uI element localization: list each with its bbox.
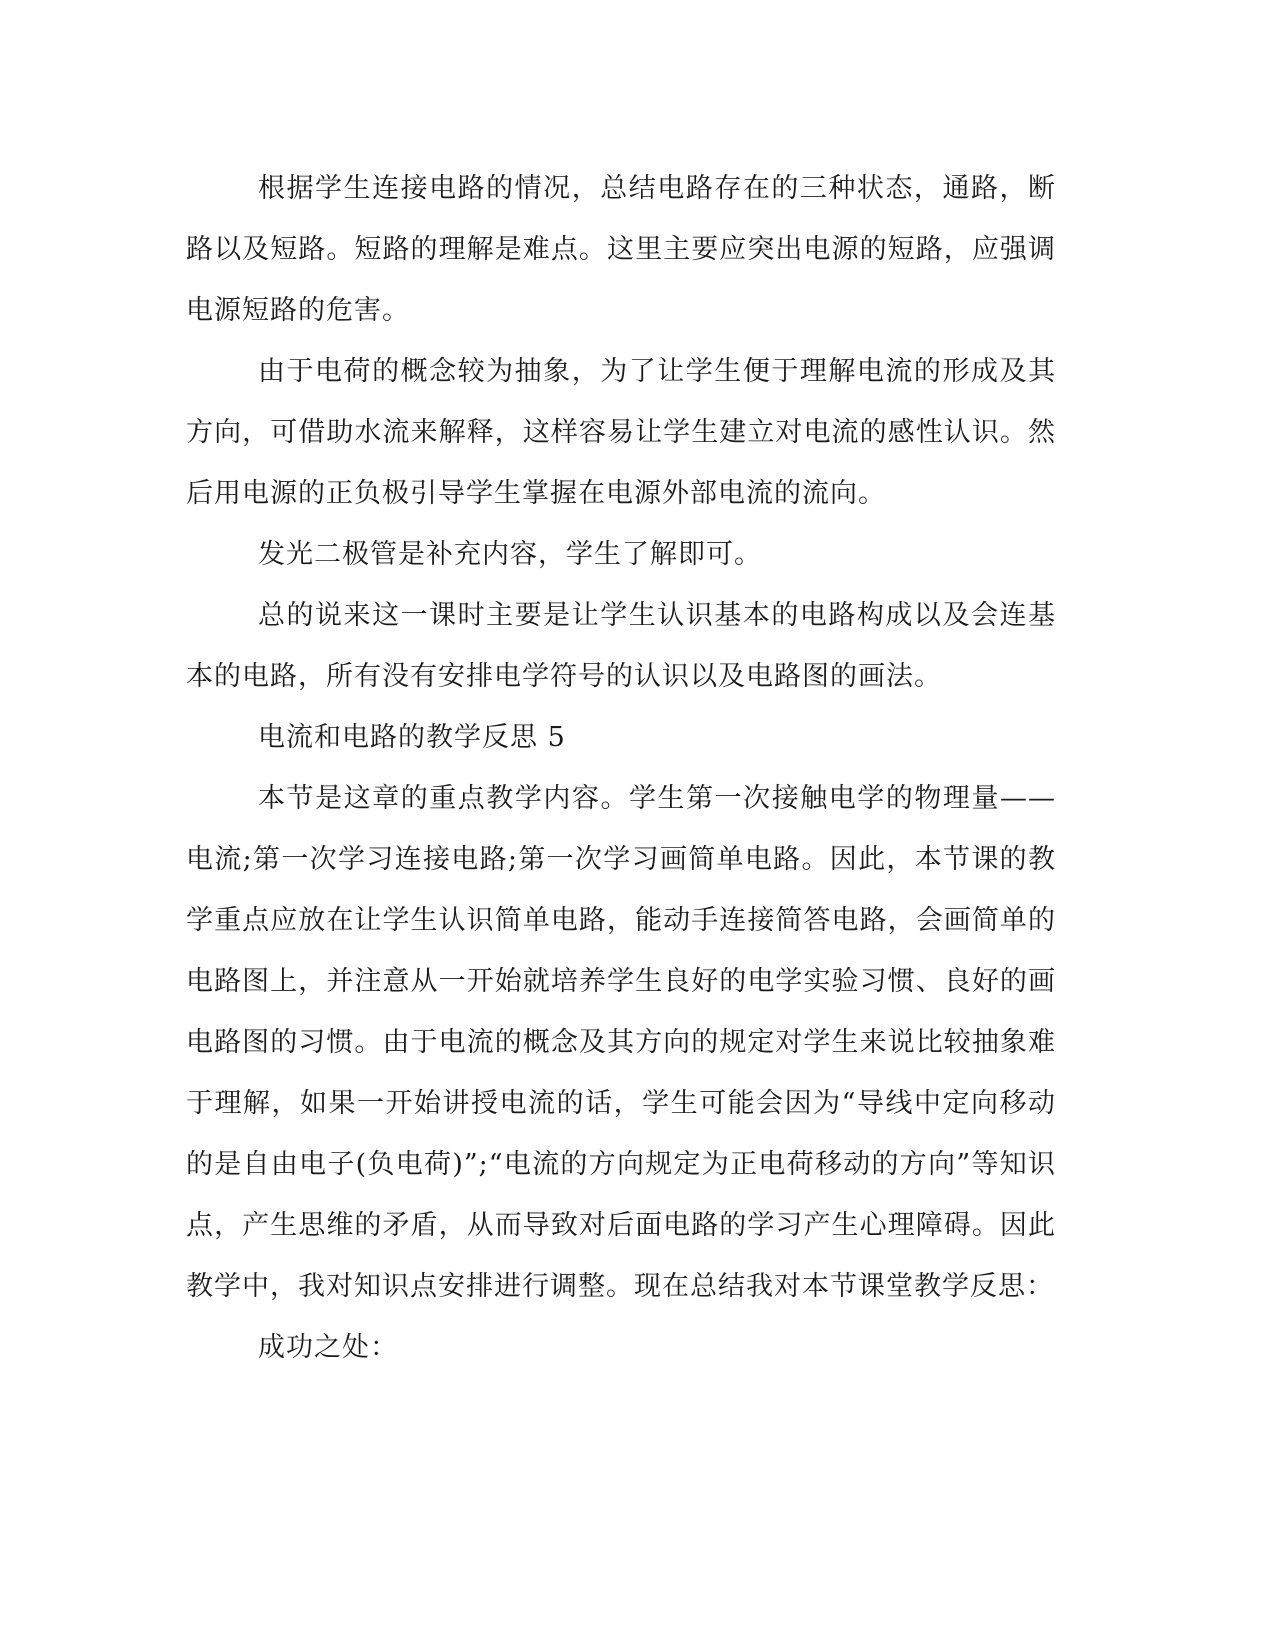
document-body [186,158,1056,1378]
paragraph-circuit-states: 根据学生连接电路的情况，总结电路存在的三种状态，通路，断路以及短路。短路的理解是难点。这里主要应突出电源的短路，应强调电源短路的危害。 [186,173,1056,326]
paragraph-reflection: 本节是这章的重点教学内容。学生第一次接触电学的物理量——电流;第一次学习连接电路;第一次学习画简单电路。因此，本节课的教学重点应放在让学生认识简单电路，能动手连接简答电路，会画简单的电路图上，并注意从一开始就培养学生良好的电学实验习惯、良好的画电路图的习惯。由于电流的概念及其方向的规定对学生来说比较抽象难于理解，如果一开始讲授电流的话，学生可能会因为“导线中定向移动的是自由电子(负电荷)”;“电流的方向规定为正电荷移动的方向”等知识点，产生思维的矛盾，从而导致对后面电路的学习产生心理障碍。因此教学中，我对知识点安排进行调整。现在总结我对本节课堂教学反思： [186,783,1056,1302]
section-heading: 电流和电路的教学反思 5 [258,722,566,753]
paragraph-charge-concept: 由于电荷的概念较为抽象，为了让学生便于理解电流的形成及其方向，可借助水流来解释，这样容易让学生建立对电流的感性认识。然后用电源的正负极引导学生掌握在电源外部电流的流向。 [186,356,1056,509]
paragraph-successes: 成功之处： [258,1332,398,1363]
paragraph-summary: 总的说来这一课时主要是让学生认识基本的电路构成以及会连基本的电路，所有没有安排电学符号的认识以及电路图的画法。 [186,600,1056,692]
paragraph-led: 发光二极管是补充内容，学生了解即可。 [258,539,762,570]
